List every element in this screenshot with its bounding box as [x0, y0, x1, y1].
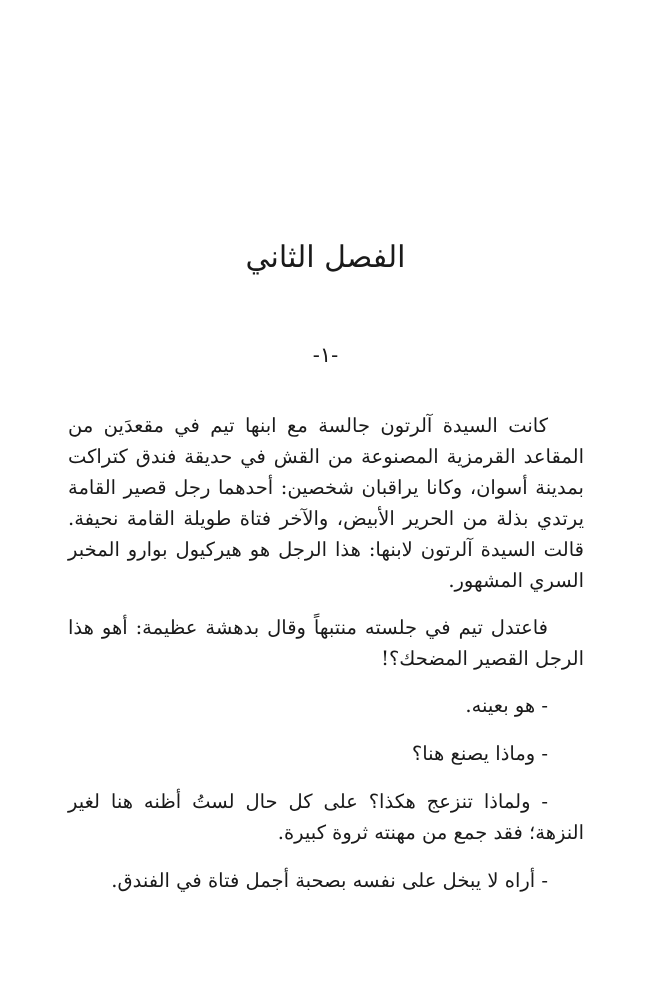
body-text	[68, 410, 584, 913]
chapter-title: الفصل الثاني	[245, 240, 406, 275]
section-number: -١-	[312, 343, 339, 367]
dialogue-line: - هو بعينه.	[465, 694, 548, 717]
dialogue-line: - ولماذا تنزعج هكذا؟ على كل حال لستُ أظنه هنا لغير النزهة؛ فقد جمع من مهنته ثروة كبيرة.	[68, 790, 584, 844]
dialogue-line: - وماذا يصنع هنا؟	[411, 742, 548, 765]
paragraph-narrative: كانت السيدة آلرتون جالسة مع ابنها تيم في مقعدَين من المقاعد القرمزية المصنوعة من القش في حديقة فندق كتراكت بمدينة أسوان، وكانا يراقبان شخصين: أحدهما رجل قصير القامة يرتدي بذلة من الحرير الأبيض، والآخر فتاة طويلة القامة نحيفة. قالت السيدة آلرتون لابنها: هذا الرجل هو هيركيول بوارو المخبر السري المشهور.	[68, 414, 584, 592]
dialogue-line: - أراه لا يبخل على نفسه بصحبة أجمل فتاة في الفندق.	[111, 869, 548, 892]
paragraph-tim-reaction: فاعتدل تيم في جلسته منتبهاً وقال بدهشة عظيمة: أهو هذا الرجل القصير المضحك؟!	[68, 616, 584, 670]
